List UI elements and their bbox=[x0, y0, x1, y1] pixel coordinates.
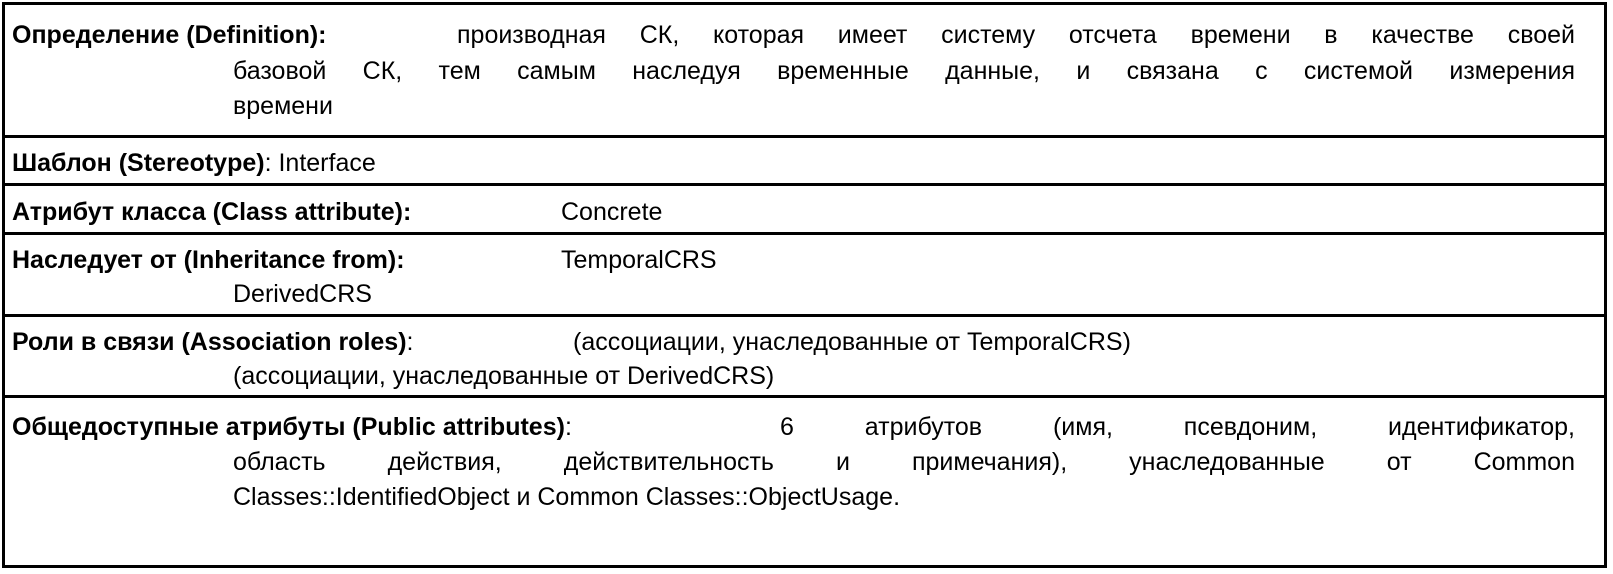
public-attributes-text-line-2: область действия, действительность и примечания), унаследованные от Common bbox=[233, 448, 1575, 476]
association-roles-colon: : bbox=[406, 328, 414, 356]
inheritance-label: Наследует от (Inheritance from): bbox=[12, 246, 405, 274]
inheritance-row bbox=[5, 235, 1604, 317]
public-attributes-label-line bbox=[12, 412, 572, 443]
stereotype-value: : Interface bbox=[264, 149, 376, 177]
public-attributes-text-line-1: 6 атрибутов (имя, псевдоним, идентификатор, bbox=[780, 413, 1575, 441]
definition-table bbox=[2, 2, 1607, 568]
inheritance-value-1: TemporalCRS bbox=[561, 246, 717, 274]
public-attributes-row bbox=[5, 398, 1604, 565]
definition-label: Определение (Definition): bbox=[12, 21, 327, 49]
public-attributes-label: Общедоступные атрибуты (Public attributes) bbox=[12, 413, 565, 441]
stereotype-line bbox=[12, 148, 376, 179]
definition-text-line-3: времени bbox=[233, 92, 333, 120]
definition-row bbox=[5, 5, 1604, 138]
association-roles-value-1: (ассоциации, унаследованные от TemporalCRS) bbox=[573, 328, 1131, 356]
public-attributes-colon: : bbox=[564, 413, 572, 441]
class-attribute-label: Атрибут класса (Class attribute): bbox=[12, 198, 412, 226]
association-roles-row bbox=[5, 317, 1604, 398]
class-attribute-value: Concrete bbox=[561, 198, 663, 226]
stereotype-row bbox=[5, 138, 1604, 186]
association-roles-label: Роли в связи (Association roles) bbox=[12, 328, 407, 356]
class-attribute-row bbox=[5, 186, 1604, 235]
stereotype-label: Шаблон (Stereotype) bbox=[12, 149, 265, 177]
definition-text-line-1: производная СК, которая имеет систему отсчета времени в качестве своей bbox=[457, 21, 1575, 49]
inheritance-value-2: DerivedCRS bbox=[233, 280, 372, 308]
public-attributes-text-line-3: Classes::IdentifiedObject и Common Classes::ObjectUsage. bbox=[233, 483, 901, 511]
association-roles-value-2: (ассоциации, унаследованные от DerivedCRS) bbox=[233, 362, 775, 390]
definition-text-line-2: базовой СК, тем самым наследуя временные данные, и связана с системой измерения bbox=[233, 57, 1575, 85]
association-roles-label-line bbox=[12, 327, 413, 358]
